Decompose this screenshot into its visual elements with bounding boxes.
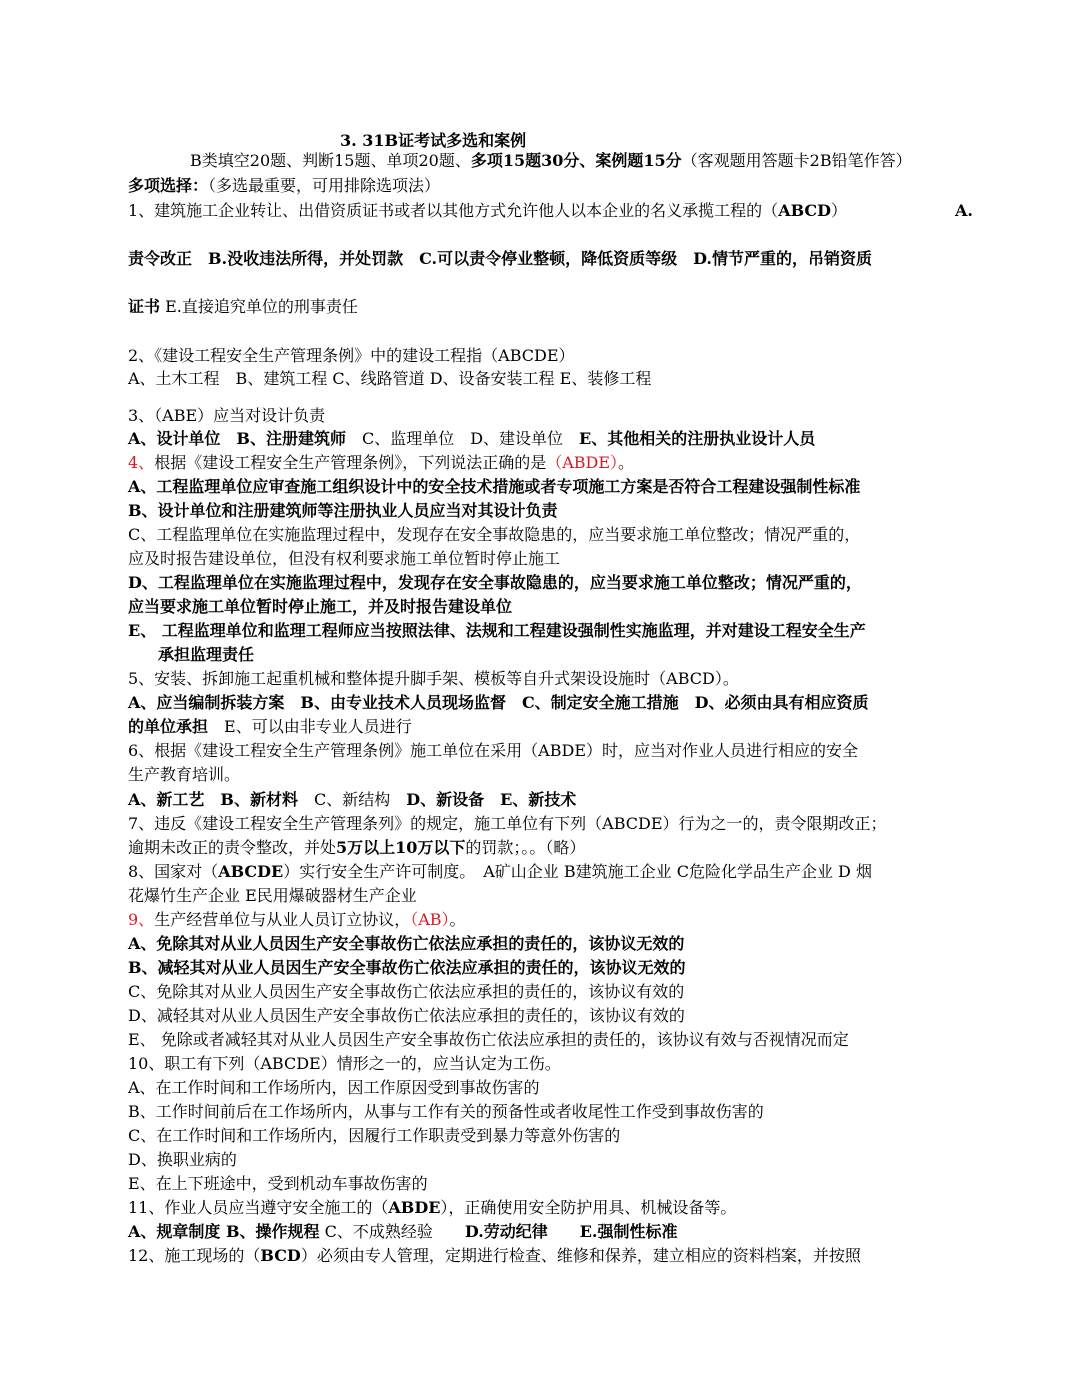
q4-option-b: B、设计单位和注册建筑师等注册执业人员应当对其设计负责 bbox=[128, 501, 558, 520]
q9-option-e: E、 免除或者减轻其对从业人员因生产安全事故伤亡依法应承担的责任的，该协议有效与否视情况而定 bbox=[128, 1030, 849, 1049]
q1-options-line: 责令改正 B.没收违法所得，并处罚款 C.可以责令停业整顿，降低资质等级 D.情节严重的，吊销资质 bbox=[128, 249, 872, 268]
q11-options: A、规章制度 B、操作规程 C、不成熟经验 D.劳动纪律 E.强制性标准 bbox=[128, 1222, 678, 1241]
q9-stem: 9、生产经营单位与从业人员订立协议，（AB）。 bbox=[128, 910, 466, 929]
q4-option-a: A、工程监理单位应审查施工组织设计中的安全技术措施或者专项施工方案是否符合工程建设强制性标准 bbox=[128, 477, 861, 496]
q4-option-d: D、工程监理单位在实施监理过程中，发现存在安全事故隐患的，应当要求施工单位整改；情况严重的， bbox=[128, 573, 862, 592]
q10-option-c: C、在工作时间和工作场所内，因履行工作职责受到暴力等意外伤害的 bbox=[128, 1126, 621, 1145]
q10-option-b: B、工作时间前后在工作场所内，从事与工作有关的预备性或者收尾性工作受到事故伤害的 bbox=[128, 1102, 764, 1121]
q10-option-a: A、在工作时间和工作场所内，因工作原因受到事故伤害的 bbox=[128, 1078, 540, 1097]
q7-stem-cont: 逾期未改正的责令整改，并处5万以上10万以下的罚款；。。（略） bbox=[128, 838, 586, 857]
q3-stem: 3、（ABE）应当对设计负责 bbox=[128, 406, 326, 425]
section-heading: 多项选择：（多选最重要，可用排除选项法） bbox=[128, 176, 441, 195]
q6-stem: 6、根据《建设工程安全生产管理条例》施工单位在采用（ABDE）时，应当对作业人员进行相应的安全 bbox=[128, 741, 859, 760]
q5-stem: 5、安装、拆卸施工起重机械和整体提升脚手架、模板等自升式架设设施时（ABCD）。 bbox=[128, 669, 739, 688]
q8-stem-cont: 花爆竹生产企业 E民用爆破器材生产企业 bbox=[128, 886, 417, 905]
q3-options: A、设计单位 B、注册建筑师 C、监理单位 D、建设单位 E、其他相关的注册执业设计人员 bbox=[128, 429, 816, 448]
q9-option-b: B、减轻其对从业人员因生产安全事故伤亡依法应承担的责任的，该协议无效的 bbox=[128, 958, 686, 977]
q12-stem: 12、施工现场的（BCD）必须由专人管理，定期进行检查、维修和保养，建立相应的资料档案，并按照 bbox=[128, 1246, 861, 1265]
q2-options: A、土木工程 B、建筑工程 C、线路管道 D、设备安装工程 E、装修工程 bbox=[128, 369, 652, 388]
q7-stem: 7、违反《建设工程安全生产管理条列》的规定，施工单位有下列（ABCDE）行为之一的，责令限期改正； bbox=[128, 814, 887, 833]
q11-stem: 11、作业人员应当遵守安全施工的（ABDE），正确使用安全防护用具、机械设备等。 bbox=[128, 1198, 737, 1217]
q4-option-e: E、 工程监理单位和监理工程师应当按照法律、法规和工程建设强制性实施监理，并对建设工程安全生产 bbox=[128, 621, 866, 640]
q10-option-d: D、换职业病的 bbox=[128, 1150, 237, 1169]
q2-stem: 2、《建设工程安全生产管理条例》中的建设工程指（ABCDE） bbox=[128, 346, 575, 365]
document-title: 3. 31B证考试多选和案例 bbox=[340, 131, 527, 150]
intro-line: B类填空20题、判断15题、单项20题、多项15题30分、案例题15分（客观题用答题卡2B铅笔作答） bbox=[190, 151, 912, 170]
q4-option-c: C、工程监理单位在实施监理过程中，发现存在安全事故隐患的，应当要求施工单位整改；情况严重的， bbox=[128, 525, 861, 544]
q9-option-c: C、免除其对从业人员因生产安全事故伤亡依法应承担的责任的，该协议有效的 bbox=[128, 982, 685, 1001]
q10-stem: 10、职工有下列（ABCDE）情形之一的，应当认定为工伤。 bbox=[128, 1054, 561, 1073]
q4-option-c-cont: 应及时报告建设单位，但没有权利要求施工单位暂时停止施工 bbox=[128, 549, 561, 568]
q8-stem: 8、国家对（ABCDE）实行安全生产许可制度。 A矿山企业 B建筑施工企业 C危险化学品生产企业 D 烟 bbox=[128, 862, 872, 881]
q6-stem-cont: 生产教育培训。 bbox=[128, 765, 241, 784]
q9-option-d: D、减轻其对从业人员因生产安全事故伤亡依法应承担的责任的，该协议有效的 bbox=[128, 1006, 685, 1025]
q4-option-d-cont: 应当要求施工单位暂时停止施工，并及时报告建设单位 bbox=[128, 597, 513, 616]
q9-option-a: A、免除其对从业人员因生产安全事故伤亡依法应承担的责任的，该协议无效的 bbox=[128, 934, 685, 953]
q10-option-e: E、在上下班途中，受到机动车事故伤害的 bbox=[128, 1174, 428, 1193]
q4-option-e-cont: 承担监理责任 bbox=[158, 645, 255, 664]
q4-stem: 4、根据《建设工程安全生产管理条例》，下列说法正确的是（ABDE）。 bbox=[128, 453, 635, 472]
q5-options: A、应当编制拆装方案 B、由专业技术人员现场监督 C、制定安全施工措施 D、必须由具有相应资质 bbox=[128, 693, 869, 712]
q1-stem: 1、建筑施工企业转让、出借资质证书或者以其他方式允许他人以本企业的名义承揽工程的（ABCD） A. bbox=[128, 201, 973, 220]
q6-options: A、新工艺 B、新材料 C、新结构 D、新设备 E、新技术 bbox=[128, 790, 577, 809]
q5-options-cont: 的单位承担 E、可以由非专业人员进行 bbox=[128, 717, 412, 736]
q1-options-end: 证书 E.直接追究单位的刑事责任 bbox=[128, 297, 358, 316]
